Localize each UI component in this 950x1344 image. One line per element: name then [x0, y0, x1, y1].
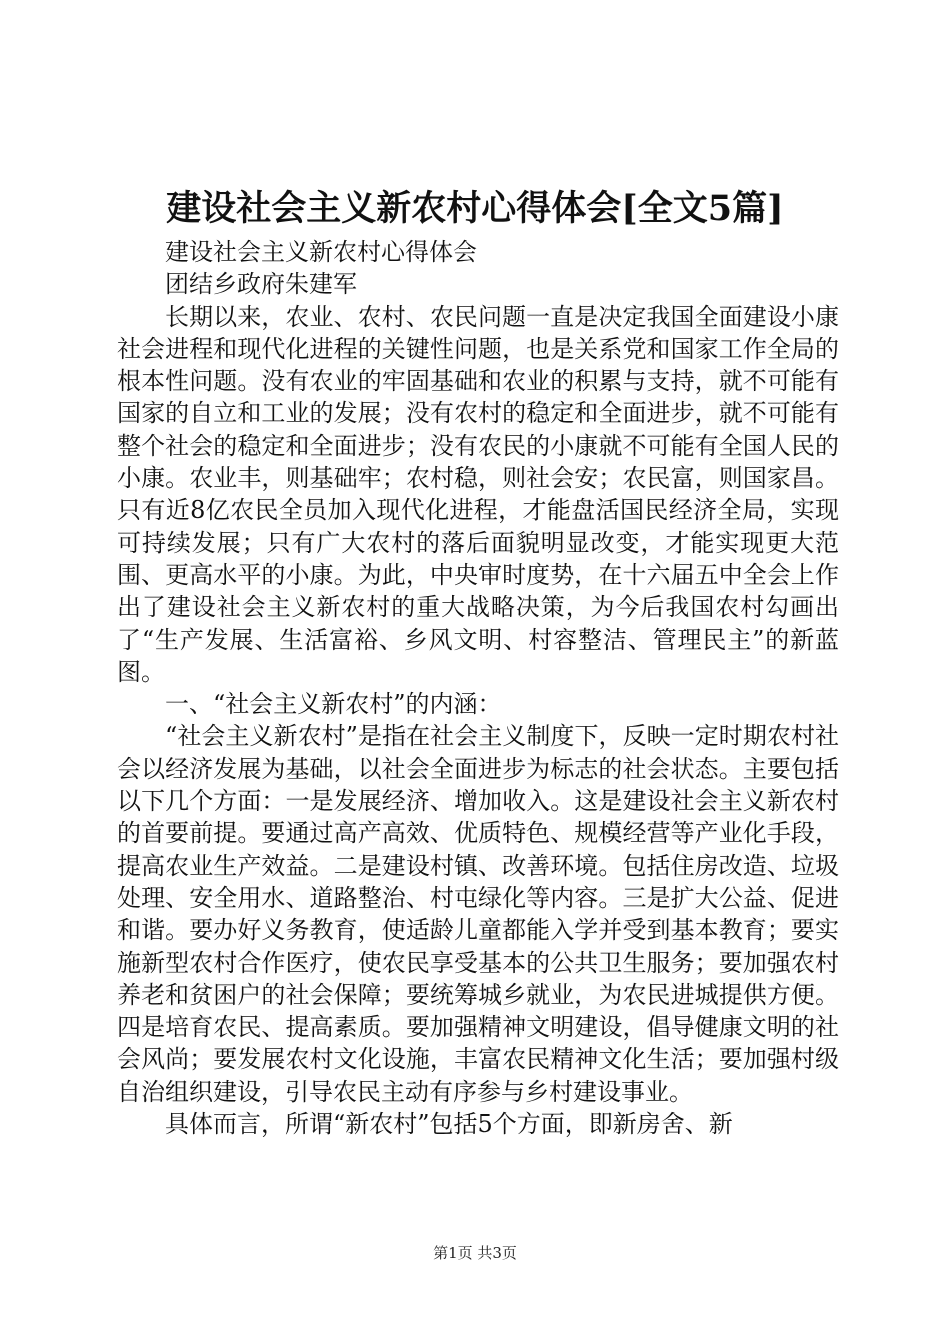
body-paragraph: 长期以来，农业、农村、农民问题一直是决定我国全面建设小康社会进程和现代化进程的关键性问题，也是关系党和国家工作全局的根本性问题。没有农业的牢固基础和农业的积累与支持，就不可能有国家的自立和工业的发展；没有农村的稳定和全面进步，就不可能有整个社会的稳定和全面进步；没有农民的小康就不可能有全国人民的小康。农业丰，则基础牢；农村稳，则社会安；农民富，则国家昌。只有近8亿农民全员加入现代化进程，才能盘活国民经济全局，实现可持续发展；只有广大农村的落后面貌明显改变，才能实现更大范围、更高水平的小康。为此，中央审时度势，在十六届五中全会上作出了建设社会主义新农村的重大战略决策，为今后我国农村勾画出了“生产发展、生活富裕、乡风文明、村容整洁、管理民主”的新蓝图。 — [117, 302, 839, 686]
body-paragraph: “社会主义新农村”是指在社会主义制度下，反映一定时期农村社会以经济发展为基础，以社会全面进步为标志的社会状态。主要包括以下几个方面：一是发展经济、增加收入。这是建设社会主义新农村的首要前提。要通过高产高效、优质特色、规模经营等产业化手段，提高农业生产效益。二是建设村镇、改善环境。包括住房改造、垃圾处理、安全用水、道路整治、村屯绿化等内容。三是扩大公益、促进和谐。要办好义务教育，使适龄儿童都能入学并受到基本教育；要实施新型农村合作医疗，使农民享受基本的公共卫生服务；要加强农村养老和贫困户的社会保障；要统筹城乡就业，为农民进城提供方便。四是培育农民、提高素质。要加强精神文明建设，倡导健康文明的社会风尚；要发展农村文化设施，丰富农民精神文化生活；要加强村级自治组织建设，引导农民主动有序参与乡村建设事业。 — [117, 722, 839, 1106]
body-paragraph-subtitle: 建设社会主义新农村心得体会 — [165, 238, 477, 266]
page-number-footer: 第1页 共3页 — [433, 1244, 517, 1262]
document-title: 建设社会主义新农村心得体会[全文5篇] — [166, 188, 784, 229]
body-paragraph: 具体而言，所谓“新农村”包括5个方面，即新房舍、新 — [165, 1110, 733, 1139]
body-paragraph-author: 团结乡政府朱建军 — [165, 270, 357, 299]
section-heading: 一、“社会主义新农村”的内涵： — [165, 690, 502, 719]
document-body — [117, 236, 839, 1140]
